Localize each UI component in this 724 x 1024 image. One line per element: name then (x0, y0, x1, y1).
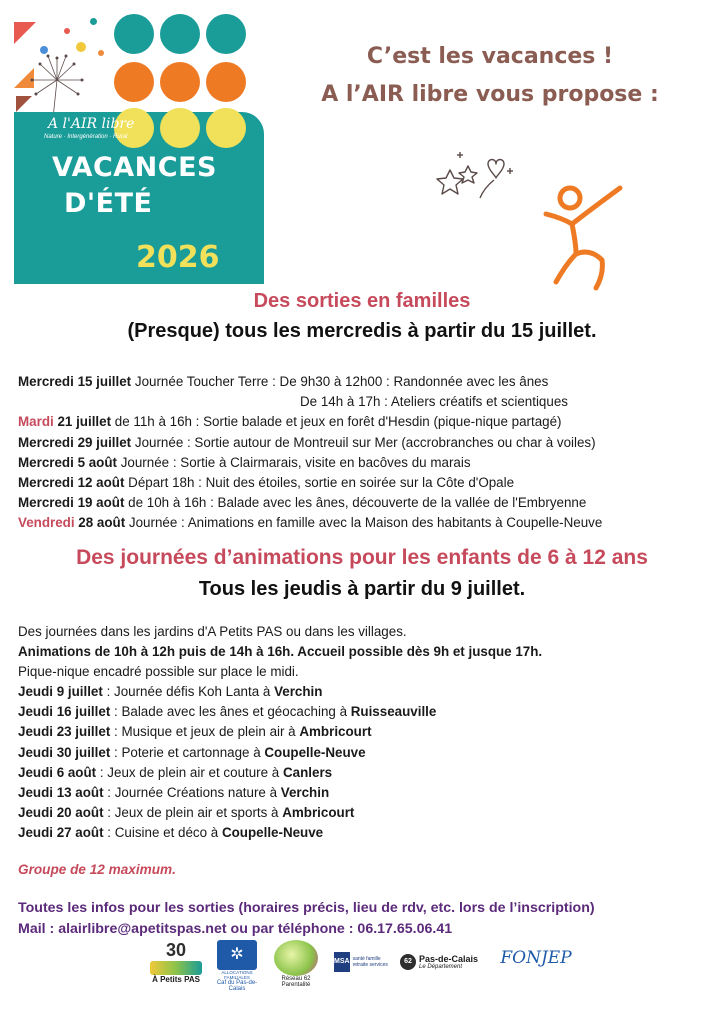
family-outing-item (18, 412, 718, 432)
family-outing-item (18, 433, 718, 453)
kids-day-date: Jeudi 20 août (18, 805, 104, 821)
partner-apetitspas-figures (150, 961, 202, 975)
outing-date: 5 août (77, 454, 117, 470)
kids-list (18, 682, 718, 844)
kids-day-activity: : Musique et jeux de plein air à (110, 724, 300, 740)
kids-day-activity: : Jeux de plein air et couture à (96, 764, 283, 780)
partner-apetitspas-number: 30 (165, 940, 187, 960)
headline-line1: C’est les vacances ! (366, 44, 614, 69)
kids-intro-line1: Des journées dans les jardins d'A Petits PAS ou dans les villages. (18, 624, 407, 639)
families-subtitle: (Presque) tous les mercredis à partir du 15 juillet. (127, 320, 597, 342)
outing-description: De 14h à 17h : Ateliers créatifs et scientiques (300, 394, 568, 410)
partner-pasdecalais-sub: Le Département (419, 964, 463, 970)
dot-orange (114, 62, 154, 102)
logo-tagline: Nature · Intergénération · Rural (44, 134, 128, 140)
outing-description: Journée Toucher Terre : De 9h30 à 12h00 : Randonnée avec les ânes (131, 374, 549, 389)
headline-line2: A l’AIR libre vous propose : (321, 82, 659, 107)
kids-day-item (18, 803, 718, 823)
jumping-person-icon (540, 180, 632, 292)
kids-intro (18, 622, 718, 683)
partner-logo-fonjep (496, 948, 576, 982)
dot-teal-small (90, 18, 97, 25)
partner-msa-name: MSA (334, 952, 350, 972)
kids-day-place: Ruisseauville (350, 704, 437, 720)
family-outing-item (18, 372, 718, 392)
partner-fonjep-name: FONJEP (500, 948, 572, 968)
dot-orange (160, 62, 200, 102)
family-outing-item (18, 453, 718, 473)
family-outing-item (18, 392, 718, 412)
group-note: Groupe de 12 maximum. (18, 862, 176, 877)
contact-info (18, 898, 718, 940)
kids-day-item (18, 743, 718, 763)
dot-yellow (206, 108, 246, 148)
kids-day-activity: : Poterie et cartonnage à (110, 744, 265, 760)
logo-name: A l'AIR libre (48, 116, 135, 132)
hero-year: 2026 (136, 240, 220, 275)
partner-logo-caf (214, 940, 260, 996)
caf-symbol-icon: ✲ (217, 940, 257, 970)
outing-date: 29 juillet (77, 434, 132, 450)
family-outing-item (18, 493, 718, 513)
kids-day-date: Jeudi 30 juillet (18, 744, 111, 760)
kids-day-activity: : Balade avec les ânes et géocaching à (110, 704, 351, 720)
partner-logo-apetitspas (150, 940, 202, 996)
kids-day-place: Coupelle-Neuve (264, 744, 366, 760)
outing-day: Mercredi (18, 374, 74, 389)
outing-description: Journée : Sortie autour de Montreuil sur Mer (accrobranches ou char à voiles) (131, 434, 596, 450)
outing-description: de 11h à 16h : Sortie balade et jeux en forêt d'Hesdin (pique-nique partagé) (111, 414, 562, 430)
outing-date: 28 août (78, 515, 126, 531)
family-outing-item (18, 513, 718, 533)
stars-heart-doodle-icon (436, 148, 518, 200)
pasdecalais-62-icon: 62 (400, 954, 416, 970)
kids-day-date: Jeudi 27 août (18, 825, 104, 841)
partner-logo-pasdecalais (400, 954, 482, 984)
contact-line2[interactable]: Mail : alairlibre@apetitspas.net ou par téléphone : 06.17.65.06.41 (18, 921, 453, 937)
partner-caf-name: Caf du Pas-de-Calais (216, 980, 258, 992)
red-triangle-shape (14, 22, 36, 44)
dot-red-small (64, 28, 70, 34)
kids-day-place: Canlers (282, 764, 333, 780)
outing-date: 21 juillet (57, 414, 112, 430)
reseau62-symbol-icon (274, 940, 318, 976)
dot-teal (160, 14, 200, 54)
contact-line1: Toutes les infos pour les sorties (horaires précis, lieu de rdv, etc. lors de l’inscription) (18, 900, 595, 916)
outing-day: Mercredi (18, 475, 74, 491)
families-list (18, 372, 718, 534)
kids-title: Des journées d’animations pour les enfants de 6 à 12 ans (76, 546, 648, 569)
dot-yellow (160, 108, 200, 148)
kids-day-date: Jeudi 16 juillet (18, 704, 111, 720)
kids-day-activity: : Cuisine et déco à (103, 825, 222, 841)
hero-title-line2: D'ÉTÉ (64, 188, 153, 219)
outing-date: 19 août (77, 495, 125, 511)
partner-logo-reseau62 (270, 940, 322, 996)
kids-day-date: Jeudi 13 août (18, 785, 104, 801)
kids-day-activity: : Journée Créations nature à (103, 785, 281, 801)
kids-day-place: Verchin (280, 785, 330, 801)
kids-day-date: Jeudi 6 août (18, 764, 97, 780)
partner-logo-msa (334, 952, 394, 996)
kids-intro-line3: Pique-nique encadré possible sur place le midi. (18, 664, 299, 680)
kids-day-activity: : Jeux de plein air et sports à (103, 805, 283, 821)
kids-day-item (18, 783, 718, 803)
partner-pasdecalais-name: Pas-de-Calais (419, 954, 479, 964)
outing-description: Journée : Sortie à Clairmarais, visite en bacôves du marais (117, 454, 471, 470)
kids-day-place: Ambricourt (299, 724, 372, 740)
outing-description: Journée : Animations en famille avec la Maison des habitants à Coupelle-Neuve (125, 515, 603, 531)
partner-msa-sub: santé famille retraite services (352, 956, 388, 968)
outing-date: 15 juillet (77, 374, 132, 389)
kids-day-item (18, 763, 718, 783)
kids-day-item (18, 702, 718, 722)
outing-day: Mercredi (18, 434, 74, 450)
kids-day-item (18, 823, 718, 843)
partner-reseau62-name: Réseau 62 Parentalité (281, 976, 311, 988)
outing-description: de 10h à 16h : Balade avec les ânes, découverte de la vallée de l'Embryenne (124, 495, 587, 511)
outing-day: Vendredi (18, 515, 75, 531)
kids-subtitle: Tous les jeudis à partir du 9 juillet. (198, 578, 526, 600)
kids-day-activity: : Journée défis Koh Lanta à (102, 684, 275, 699)
partner-apetitspas-name: À Petits PAS (152, 975, 200, 984)
dot-orange-small (98, 50, 104, 56)
outing-date: 12 août (77, 475, 125, 491)
outing-day: Mardi (18, 414, 54, 430)
outing-description: Départ 18h : Nuit des étoiles, sortie en soirée sur la Côte d'Opale (124, 475, 515, 491)
partner-caf-sub: ALLOCATIONS FAMILIALES (221, 970, 253, 980)
outing-day: Mercredi (18, 454, 74, 470)
dot-teal (114, 14, 154, 54)
kids-day-place: Verchin (274, 684, 323, 699)
kids-intro-line2: Animations de 10h à 12h puis de 14h à 16h. Accueil possible dès 9h et jusque 17h. (18, 644, 543, 660)
outing-day: Mercredi (18, 495, 74, 511)
kids-day-item (18, 682, 718, 702)
family-outing-item (18, 473, 718, 493)
families-title: Des sorties en familles (253, 290, 471, 312)
dot-teal (206, 14, 246, 54)
kids-day-date: Jeudi 9 juillet (18, 684, 103, 699)
partner-logos (150, 940, 590, 1000)
dot-orange (206, 62, 246, 102)
kids-day-place: Ambricourt (282, 805, 355, 821)
kids-day-item (18, 722, 718, 742)
kids-day-place: Coupelle-Neuve (221, 825, 324, 841)
kids-day-date: Jeudi 23 juillet (18, 724, 111, 740)
hero-title (52, 150, 252, 222)
hero-title-line1: VACANCES (52, 152, 217, 183)
